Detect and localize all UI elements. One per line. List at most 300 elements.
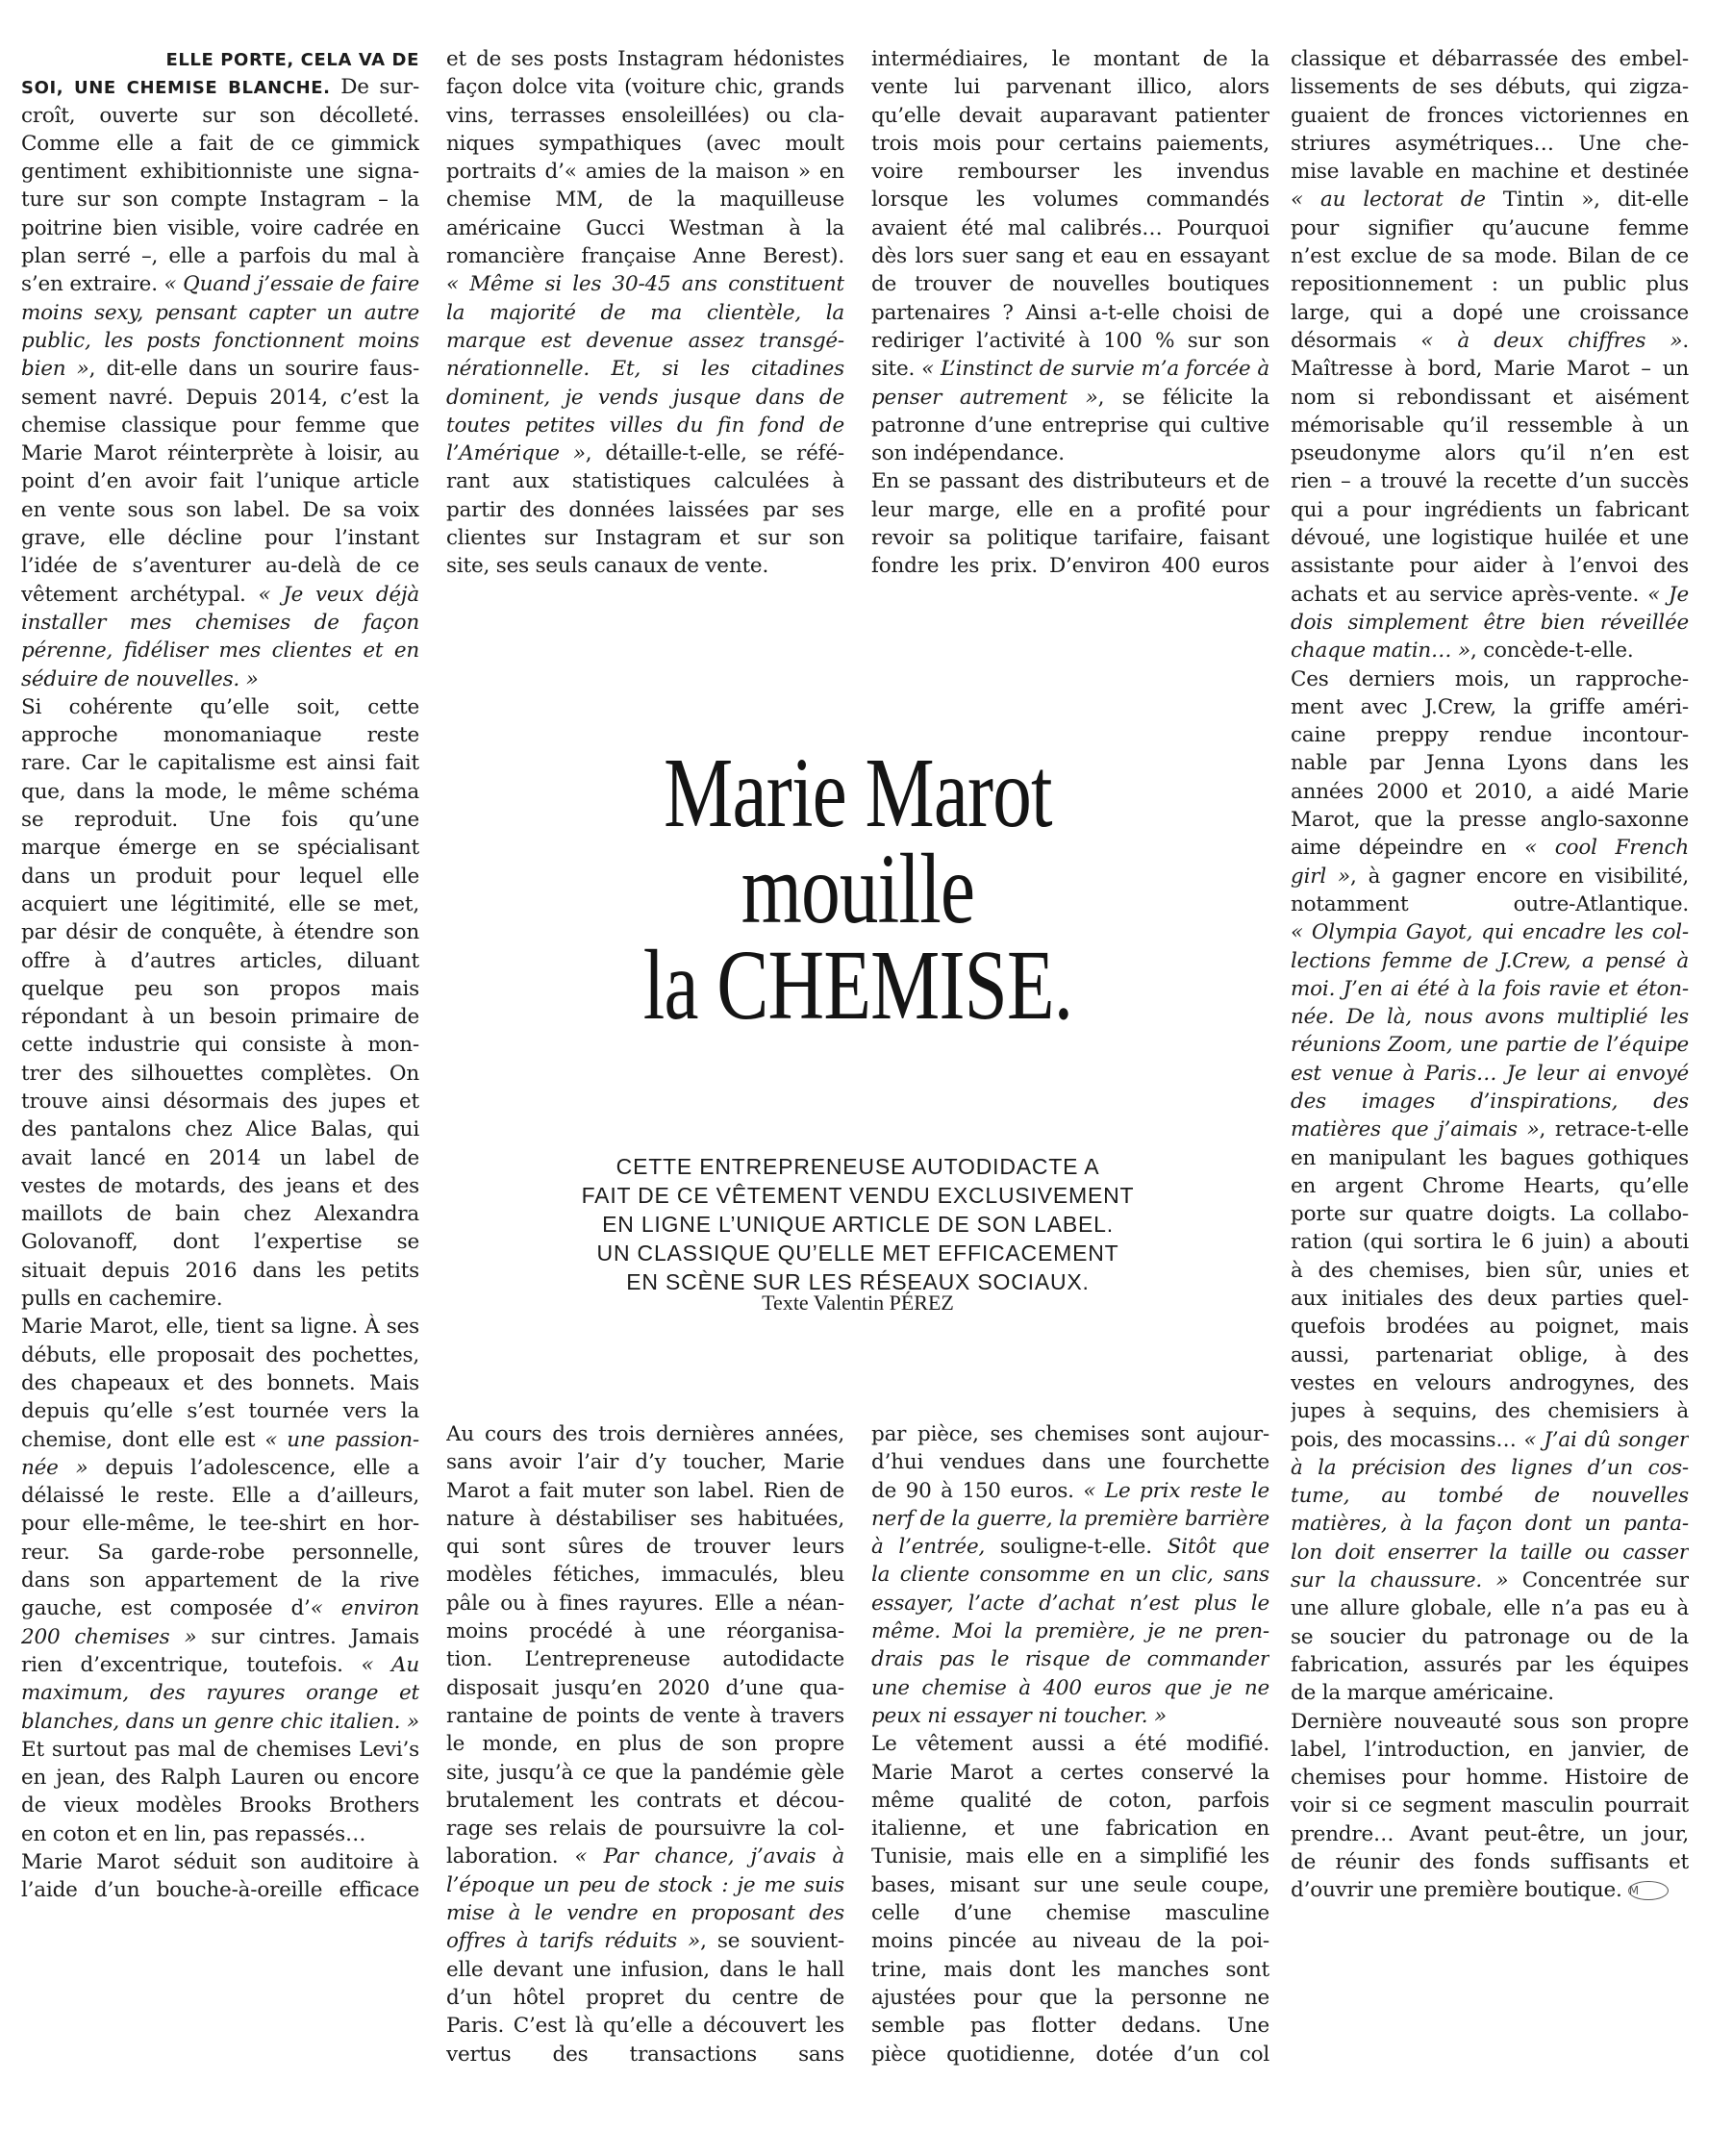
text-line — [1291, 1454, 1689, 1482]
text-line — [1291, 1200, 1689, 1228]
text-line — [871, 1448, 1269, 1476]
text-line — [21, 242, 419, 270]
body-text: tion. L’entrepreneuse autodidacte — [446, 1647, 844, 1672]
body-text: assistante pour aider à l’envoi des — [1291, 554, 1689, 579]
text-line — [21, 890, 419, 918]
body-text: par pièce, ses chemises sont aujour- — [871, 1422, 1269, 1446]
text-line — [1291, 1369, 1689, 1397]
text-line — [1291, 1708, 1689, 1736]
text-line — [1291, 355, 1689, 383]
text-line — [21, 863, 419, 890]
text-line — [446, 355, 844, 383]
text-line — [21, 214, 419, 242]
body-text: son indépendance. — [871, 441, 1065, 466]
quote-text: à l’entrée, — [871, 1535, 986, 1560]
quote-text: « J’ai dû songer — [1523, 1427, 1689, 1452]
body-text: partenaires ? Ainsi a-t-elle choisi de — [871, 300, 1269, 325]
text-line — [21, 1848, 419, 1876]
text-line — [1291, 665, 1689, 693]
quote-text: nerf de la guerre, la première barrière — [871, 1506, 1269, 1531]
body-text: striures asymétriques… Une che- — [1291, 131, 1689, 156]
text-line — [21, 1567, 419, 1594]
body-text: en argent Chrome Hearts, qu’elle — [1291, 1173, 1689, 1198]
body-text: l’aide d’un bouche-à-oreille efficace — [21, 1878, 419, 1903]
text-line — [871, 327, 1269, 355]
text-line — [1291, 1172, 1689, 1200]
body-text: ture sur son compte Instagram – la — [21, 188, 419, 213]
text-line — [871, 45, 1269, 73]
text-line — [21, 158, 419, 186]
text-line — [1291, 918, 1689, 946]
quote-text: « cool French — [1524, 836, 1689, 861]
text-line — [1291, 1820, 1689, 1848]
text-line — [21, 1623, 419, 1651]
body-text: porte sur quatre doigts. La collabo- — [1291, 1202, 1689, 1227]
body-text: . — [1682, 328, 1689, 353]
text-line — [871, 439, 1269, 467]
body-text: Maîtresse à bord, Marie Marot – un — [1291, 357, 1689, 382]
body-text: vins, terrasses ensoleillées) ou cla- — [446, 103, 844, 128]
body-text: une allure globale, elle n’a pas eu à — [1291, 1596, 1689, 1621]
body-text: Marie Marot séduit son auditoire à — [21, 1850, 419, 1874]
text-line — [21, 637, 419, 664]
quote-text: bien » — [21, 357, 89, 382]
text-line — [871, 355, 1269, 383]
text-line — [446, 1505, 844, 1533]
quote-text: même. Moi la première, je ne pren- — [871, 1619, 1269, 1644]
text-line — [1291, 863, 1689, 890]
body-text: moins procédé à une réorganisa- — [446, 1619, 844, 1644]
body-text: , dit-elle — [1594, 188, 1689, 213]
text-line — [446, 496, 844, 524]
body-text: façon dolce vita (voiture chic, grands — [446, 75, 844, 100]
text-line — [1291, 1679, 1689, 1707]
quote-text: moins sexy, pensant capter un autre — [21, 300, 419, 325]
text-line — [871, 552, 1269, 580]
body-text: en manipulant les bagues gothiques — [1291, 1145, 1689, 1170]
body-text: Golovanoff, dont l’expertise se — [21, 1230, 419, 1255]
body-text: vertus des transactions sans — [446, 2042, 844, 2067]
quote-text: « Quand j’essaie de faire — [163, 272, 419, 297]
text-line — [446, 524, 844, 552]
quote-text: moi. J’en ai été à la fois ravie et éton- — [1291, 976, 1689, 1001]
body-text: poitrine bien visible, voire cadrée en — [21, 215, 419, 240]
text-line — [1291, 524, 1689, 552]
text-line — [1291, 467, 1689, 495]
text-line — [21, 130, 419, 158]
body-text: de trouver de nouvelles boutiques — [871, 272, 1269, 297]
text-line — [1291, 890, 1689, 918]
quote-text: « à deux chiffres » — [1420, 328, 1683, 353]
body-text: approche monomaniaque reste — [21, 723, 419, 748]
quote-text: nérationnelle. Et, si les citadines — [446, 357, 844, 382]
headline-line: mouille — [741, 834, 975, 944]
text-line — [446, 186, 844, 213]
text-line — [446, 412, 844, 439]
text-line — [21, 1510, 419, 1538]
body-text: reur. Sa garde-robe personnelle, — [21, 1540, 419, 1565]
column-2-top — [446, 45, 844, 581]
text-line — [1291, 102, 1689, 130]
quote-text: à la précision des lignes d’un cos- — [1291, 1455, 1689, 1480]
text-line — [21, 1144, 419, 1172]
body-text: depuis l’adolescence, elle a — [88, 1455, 419, 1480]
end-mark-logo-icon: M — [1628, 1881, 1669, 1900]
body-text: site, jusqu’à ce que la pandémie gèle — [446, 1760, 844, 1785]
text-line — [1291, 1397, 1689, 1425]
text-line — [21, 609, 419, 637]
text-line — [1291, 1482, 1689, 1510]
text-line — [871, 1927, 1269, 1955]
body-text: site, ses seuls canaux de vente. — [446, 554, 769, 579]
quote-text: des images d’inspirations, des — [1291, 1089, 1689, 1114]
quote-text: réunions Zoom, une partie de l’équipe — [1291, 1033, 1689, 1058]
text-line — [21, 1369, 419, 1397]
body-text: cette industrie qui consiste à mon- — [21, 1033, 419, 1058]
text-line — [1291, 1257, 1689, 1285]
text-line — [871, 73, 1269, 101]
body-text: rien – a trouvé la recette d’un succès — [1291, 469, 1689, 494]
text-line — [871, 242, 1269, 270]
text-line — [446, 1645, 844, 1673]
text-line — [21, 778, 419, 806]
body-text: de réunir des fonds suffisants et — [1291, 1850, 1689, 1874]
quote-text: Sitôt que — [1167, 1535, 1269, 1560]
quote-text: « Je veux déjà — [258, 582, 419, 607]
text-line — [871, 130, 1269, 158]
body-text: leur marge, elle en a profité pour — [871, 497, 1269, 522]
body-text: pâle ou à fines rayures. Elle a néan- — [446, 1591, 844, 1616]
text-line — [1291, 1876, 1689, 1904]
body-text: aime dépeindre en — [1291, 836, 1525, 861]
text-line — [871, 158, 1269, 186]
text-line — [1291, 1088, 1689, 1116]
text-line — [446, 214, 844, 242]
body-text: patronne d’une entreprise qui cultive — [871, 413, 1269, 438]
text-line — [21, 1257, 419, 1285]
body-text: Au cours des trois dernières années, — [446, 1422, 844, 1446]
text-line — [21, 581, 419, 609]
body-text: rien d’excentrique, toutefois. — [21, 1652, 362, 1677]
text-line — [1291, 1764, 1689, 1792]
headline — [446, 738, 1269, 1040]
body-text: maillots de bain chez Alexandra — [21, 1202, 419, 1227]
standfirst-line: CETTE ENTREPRENEUSE AUTODIDACTE A — [615, 1154, 1100, 1179]
body-text: se soucier du patronage ou de la — [1291, 1624, 1689, 1649]
text-line — [21, 1341, 419, 1369]
body-text: chemise, dont elle est — [21, 1427, 265, 1452]
text-line — [446, 1674, 844, 1702]
body-text: ment avec J.Crew, la griffe améri- — [1291, 694, 1689, 719]
text-line — [1291, 327, 1689, 355]
text-line — [1291, 1313, 1689, 1341]
text-line — [21, 806, 419, 834]
text-line — [871, 1984, 1269, 2012]
text-line — [446, 45, 844, 73]
text-line — [1291, 73, 1689, 101]
body-text: vente lui parvenant illico, alors — [871, 75, 1269, 100]
text-line — [21, 1228, 419, 1256]
text-line — [871, 1590, 1269, 1617]
text-line — [1291, 1003, 1689, 1031]
body-text: d’hui vendues dans une fourchette — [871, 1450, 1269, 1475]
text-line — [21, 975, 419, 1003]
text-line — [871, 2012, 1269, 2040]
quote-text: tume, au tombé de nouvelles — [1291, 1484, 1689, 1509]
body-text: Ces derniers mois, un rapproche- — [1291, 666, 1689, 691]
text-line — [871, 1759, 1269, 1787]
body-text: modèles fétiches, immaculés, bleu — [446, 1563, 844, 1588]
body-text: pour elle-même, le tee-shirt en hor- — [21, 1512, 419, 1537]
text-line — [21, 384, 419, 412]
text-line — [21, 524, 419, 552]
text-line — [446, 1843, 844, 1870]
text-line — [871, 1702, 1269, 1730]
body-text: italienne, et une fabrication en — [871, 1817, 1269, 1842]
body-text: que, dans la mode, le même schéma — [21, 779, 419, 804]
body-text: de la marque américaine. — [1291, 1681, 1554, 1706]
body-text: chemise classique pour femme que — [21, 413, 419, 438]
body-text: voire rembourser les invendus — [871, 160, 1269, 185]
text-line — [871, 2041, 1269, 2068]
text-line — [1291, 1144, 1689, 1172]
body-text: elle devant une infusion, dans le hall — [446, 1957, 844, 1982]
quote-text: « une passion- — [264, 1427, 419, 1452]
body-text: Marie Marot a certes conservé la — [871, 1760, 1269, 1785]
text-line — [1291, 1736, 1689, 1764]
body-text: désormais — [1291, 328, 1421, 353]
text-line — [871, 186, 1269, 213]
body-text: américaine Gucci Westman à la — [446, 215, 844, 240]
text-line — [21, 1736, 419, 1764]
text-line — [446, 467, 844, 495]
text-line — [1291, 439, 1689, 467]
lead-in-text: ELLE PORTE, CELA VA DE — [165, 50, 419, 70]
body-text: niques sympathiques (avec moult — [446, 131, 844, 156]
body-text: pulls en cachemire. — [21, 1287, 223, 1312]
body-text: offre à d’autres articles, diluant — [21, 948, 419, 973]
body-text: aussi, partenariat oblige, à des — [1291, 1342, 1689, 1367]
body-text: clientes sur Instagram et sur son — [446, 526, 844, 551]
text-line — [446, 270, 844, 298]
body-text: , retrace-t-elle — [1539, 1117, 1689, 1142]
text-line — [21, 1313, 419, 1341]
quote-text: la majorité de ma clientèle, la — [446, 300, 844, 325]
text-line — [1291, 749, 1689, 777]
quote-text: « Même si les 30-45 ans constituent — [446, 272, 844, 297]
body-text: se reproduit. Une fois qu’une — [21, 808, 419, 833]
quote-text: dois simplement être bien réveillée — [1291, 610, 1689, 635]
body-text: voir si ce segment masculin pourrait — [1291, 1793, 1689, 1818]
text-line — [1291, 1228, 1689, 1256]
text-line — [1291, 130, 1689, 158]
body-text: point d’en avoir fait l’unique article — [21, 469, 419, 494]
quote-text: séduire de nouvelles. » — [21, 666, 259, 691]
body-text: marque émerge en se spécialisant — [21, 836, 419, 861]
body-text: site. — [871, 357, 922, 382]
text-line — [871, 1477, 1269, 1505]
body-text: croît, ouverte sur son décolleté. — [21, 103, 419, 128]
body-text: d’ouvrir une première boutique. — [1291, 1878, 1622, 1903]
text-line — [446, 158, 844, 186]
text-line — [1291, 947, 1689, 975]
body-text: des chapeaux et des bonnets. Mais — [21, 1370, 419, 1395]
body-text: Et surtout pas mal de chemises Levi’s — [21, 1737, 419, 1762]
body-text: rant aux statistiques calculées à — [446, 469, 844, 494]
body-text: pour signifier qu’aucune femme — [1291, 215, 1689, 240]
body-text: Comme elle a fait de ce gimmick — [21, 131, 419, 156]
body-text: chemises pour homme. Histoire de — [1291, 1766, 1689, 1791]
text-line — [446, 1702, 844, 1730]
body-text: vêtement archétypal. — [21, 582, 259, 607]
body-text: l’idée de s’aventurer au-delà de ce — [21, 554, 419, 579]
body-text: situait depuis 2016 dans les petits — [21, 1258, 419, 1283]
column-4 — [1291, 45, 1689, 1905]
text-line — [446, 1787, 844, 1815]
body-text: rediriger l’activité à 100 % sur son — [871, 328, 1269, 353]
text-line — [1291, 975, 1689, 1003]
text-line — [21, 1708, 419, 1736]
text-line — [446, 1477, 844, 1505]
body-text: , dit-elle dans un sourire faus- — [88, 357, 419, 382]
body-text: trouve ainsi désormais des jupes et — [21, 1089, 419, 1114]
headline-line: la CHEMISE. — [642, 930, 1073, 1040]
standfirst-line: FAIT DE CE VÊTEMENT VENDU EXCLUSIVEMENT — [581, 1183, 1135, 1208]
column-1 — [21, 45, 419, 1905]
text-line — [21, 327, 419, 355]
standfirst-line: EN SCÈNE SUR LES RÉSEAUX SOCIAUX. — [626, 1269, 1090, 1294]
body-text: ajustées pour que la personne ne — [871, 1985, 1269, 2010]
body-text: rare. Car le capitalisme est ainsi fait — [21, 751, 419, 776]
quote-text: une chemise à 400 euros que je ne — [871, 1675, 1269, 1700]
column-3-bottom — [871, 1420, 1269, 2068]
text-line — [446, 327, 844, 355]
text-line — [871, 412, 1269, 439]
body-text: label, l’introduction, en janvier, de — [1291, 1737, 1689, 1762]
body-text: pois, des mocassins… — [1291, 1427, 1524, 1452]
text-line — [21, 1820, 419, 1848]
text-line — [21, 412, 419, 439]
text-line — [21, 102, 419, 130]
text-line — [871, 1871, 1269, 1899]
text-line — [1291, 552, 1689, 580]
body-text: aux initiales des deux parties quel- — [1291, 1287, 1689, 1312]
text-line — [21, 1482, 419, 1510]
text-line — [1291, 581, 1689, 609]
text-line — [21, 1594, 419, 1622]
text-line — [446, 1815, 844, 1843]
body-text: trine, mais dont les manches sont — [871, 1957, 1269, 1982]
text-line — [21, 721, 419, 749]
standfirst-line: EN LIGNE L’UNIQUE ARTICLE DE SON LABEL. — [602, 1212, 1114, 1237]
body-text: , se souvient- — [700, 1929, 844, 1954]
body-text: , détaille-t-elle, se réfé- — [585, 441, 844, 466]
body-text: brutalement les contrats et décou- — [446, 1788, 844, 1813]
text-line — [1291, 834, 1689, 862]
text-line — [21, 355, 419, 383]
quote-text: « au lectorat de — [1291, 188, 1503, 213]
text-line — [21, 45, 419, 73]
quote-text: « environ — [310, 1596, 419, 1621]
body-text: dans un produit pour lequel elle — [21, 864, 419, 889]
text-line — [871, 299, 1269, 327]
text-line — [1291, 1341, 1689, 1369]
quote-text: la cliente consomme en un clic, sans — [871, 1563, 1269, 1588]
quote-text: mise à le vendre en proposant des — [446, 1901, 844, 1926]
body-text: sement navré. Depuis 2014, c’est la — [21, 385, 419, 410]
text-line — [871, 1730, 1269, 1758]
quote-text: peux ni essayer ni toucher. » — [871, 1703, 1167, 1728]
column-2-bottom — [446, 1420, 844, 2068]
text-line — [871, 524, 1269, 552]
text-line — [21, 270, 419, 298]
body-text: rage ses relais de poursuivre la col- — [446, 1817, 844, 1842]
body-text: mémorisable qu’il ressemble à un — [1291, 413, 1689, 438]
body-text: avait lancé en 2014 un label de — [21, 1145, 419, 1170]
text-line — [21, 947, 419, 975]
text-line — [1291, 299, 1689, 327]
body-text: Marie Marot réinterprète à loisir, au — [21, 441, 419, 466]
body-text: plan serré –, elle a parfois du mal à — [21, 244, 419, 269]
column-3-top — [871, 45, 1269, 581]
body-text: à des chemises, bien sûr, unies et — [1291, 1258, 1689, 1283]
text-line — [21, 1116, 419, 1143]
text-line — [1291, 1623, 1689, 1651]
body-text: semble pas flotter dedans. Une — [871, 2014, 1269, 2039]
body-text: En se passant des distributeurs et de — [871, 469, 1269, 494]
text-line — [21, 1060, 419, 1088]
quote-text: matières que j’aimais » — [1291, 1117, 1540, 1142]
body-text: fabrication, assurés par les équipes — [1291, 1652, 1689, 1677]
text-line — [21, 665, 419, 693]
quote-text: essayer, l’acte d’achat n’est plus le — [871, 1591, 1269, 1616]
text-line — [21, 1454, 419, 1482]
body-text: le monde, en plus de son propre — [446, 1732, 844, 1757]
text-line — [1291, 1060, 1689, 1088]
standfirst-line: UN CLASSIQUE QU’ELLE MET EFFICACEMENT — [596, 1241, 1119, 1266]
text-line — [1291, 45, 1689, 73]
text-line — [446, 1871, 844, 1899]
quote-text: sur la chaussure. » — [1291, 1568, 1509, 1593]
text-line — [871, 1787, 1269, 1815]
text-line — [1291, 242, 1689, 270]
body-text: guaient de fronces victoriennes en — [1291, 103, 1689, 128]
body-text: n’est exclue de sa mode. Bilan de ce — [1291, 244, 1689, 269]
byline: Texte Valentin PÉREZ — [762, 1291, 954, 1315]
text-line — [21, 1426, 419, 1454]
body-text: pseudonyme alors qu’il n’en est — [1291, 441, 1689, 466]
body-text: Tintin » — [1502, 188, 1595, 213]
body-text: , à gagner encore en visibilité, — [1349, 864, 1689, 889]
text-line — [21, 834, 419, 862]
quote-text: marque est devenue assez transgé- — [446, 328, 844, 353]
body-text: pièce quotidienne, dotée d’un col — [871, 2042, 1269, 2067]
text-line — [446, 242, 844, 270]
body-text: Le vêtement aussi a été modifié. — [871, 1732, 1269, 1757]
text-line — [21, 1397, 419, 1425]
body-text: chemise MM, de la maquilleuse — [446, 188, 844, 213]
body-text: en coton et en lin, pas repassés… — [21, 1821, 366, 1846]
body-text: qui sont sûres de trouver leurs — [446, 1535, 844, 1560]
text-line — [21, 439, 419, 467]
text-line — [1291, 1848, 1689, 1876]
body-text: de 90 à 150 euros. — [871, 1478, 1084, 1503]
text-line — [446, 1956, 844, 1984]
text-line — [871, 102, 1269, 130]
body-text: trois mois pour certains paiements, — [871, 131, 1269, 156]
text-line — [446, 1448, 844, 1476]
quote-text: maximum, des rayures orange et — [21, 1681, 419, 1706]
